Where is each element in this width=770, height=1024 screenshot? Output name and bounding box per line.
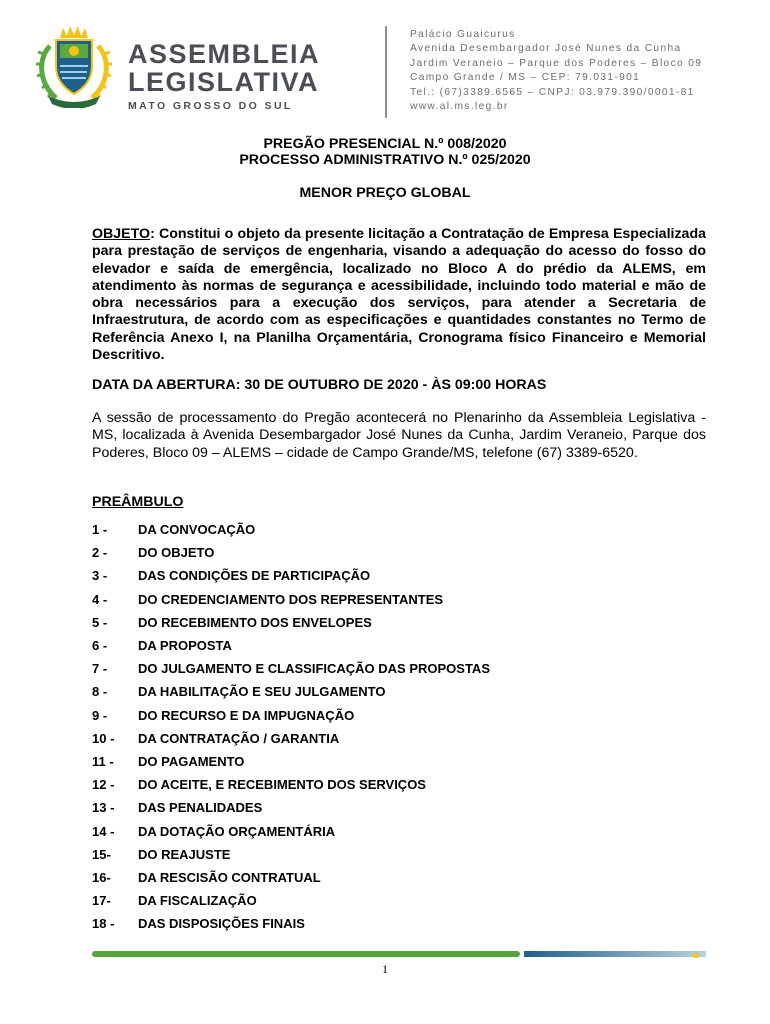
item-label: DO RECEBIMENTO DOS ENVELOPES <box>138 614 372 630</box>
address-line: Jardim Veraneio – Parque dos Poderes – Bloco 09 <box>410 57 703 69</box>
item-label: DA DOTAÇÃO ORÇAMENTÁRIA <box>138 823 336 839</box>
list-item <box>92 750 692 773</box>
logo-line-legislativa: LEGISLATIVA <box>128 67 319 97</box>
item-number: 6 - <box>92 638 108 654</box>
item-number: 18 - <box>92 916 115 932</box>
item-number: 1 - <box>92 522 108 538</box>
item-number: 5 - <box>92 614 108 630</box>
item-label: DO RECURSO E DA IMPUGNAÇÃO <box>138 707 355 723</box>
list-item <box>92 912 692 935</box>
logo-wordmark <box>128 40 320 112</box>
title-menor-preco: MENOR PREÇO GLOBAL <box>299 185 471 201</box>
item-number: 2 - <box>92 545 108 561</box>
item-number: 12 - <box>92 777 115 793</box>
address-line: Avenida Desembargador José Nunes da Cunha <box>410 43 682 55</box>
list-item <box>92 564 692 587</box>
address-line: Tel.: (67)3389.6565 – CNPJ: 03.979.390/0001-81 <box>410 86 695 98</box>
item-number: 8 - <box>92 684 108 700</box>
abertura-date: DATA DA ABERTURA: 30 DE OUTUBRO DE 2020 - ÀS 09:00 HORAS <box>92 377 547 393</box>
item-label: DO OBJETO <box>138 545 215 561</box>
item-label: DA HABILITAÇÃO E SEU JULGAMENTO <box>138 684 386 700</box>
list-item <box>92 889 692 912</box>
item-number: 4 - <box>92 591 108 607</box>
list-item <box>92 518 692 541</box>
document-title <box>0 136 770 168</box>
item-label: DA CONTRATAÇÃO / GARANTIA <box>138 730 340 746</box>
item-label: DAS PENALIDADES <box>138 800 263 816</box>
item-number: 11 - <box>92 753 114 769</box>
assembleia-logo <box>36 24 321 112</box>
item-label: DAS CONDIÇÕES DE PARTICIPAÇÃO <box>138 568 371 584</box>
item-number: 15- <box>92 846 111 862</box>
item-label: DAS DISPOSIÇÕES FINAIS <box>138 916 305 932</box>
item-label: DA FISCALIZAÇÃO <box>138 893 257 909</box>
list-item <box>92 773 692 796</box>
list-item <box>92 541 692 564</box>
item-label: DO CREDENCIAMENTO DOS REPRESENTANTES <box>138 591 444 607</box>
objeto-label: OBJETO <box>92 226 151 242</box>
address-block <box>410 28 702 114</box>
item-number: 7 - <box>92 661 108 677</box>
item-label: DO ACEITE, E RECEBIMENTO DOS SERVIÇOS <box>138 777 426 793</box>
title-pregao: PREGÃO PRESENCIAL N.º 008/2020 <box>263 136 507 152</box>
objeto-text: : Constitui o objeto da presente licitação a Contratação de Empresa Especializada para prestação de serviços de engenharia, visando a adequação do acesso do fosso do elevador e saída de emergência, localizado no Bloco A do prédio da ALEMS, em atendimento às normas de segurança e acessibilidade, incluindo todo material e mão de obra necessários para a execução dos serviços, para atender a Secretaria de Infraestrutura, de acordo com as especificações e quantidades constantes no Termo de Referência Anexo I, na Planilha Orçamentária, Cronograma físico Financeiro e Memorial Descritivo. <box>92 226 706 364</box>
item-label: DO PAGAMENTO <box>138 753 245 769</box>
list-item <box>92 588 692 611</box>
list-item <box>92 843 692 866</box>
item-number: 17- <box>92 893 111 909</box>
item-number: 16- <box>92 869 111 885</box>
item-number: 9 - <box>92 707 108 723</box>
list-item <box>92 796 692 819</box>
preambulo-heading: PREÂMBULO <box>92 494 184 510</box>
header-divider <box>385 26 387 118</box>
item-label: DA PROPOSTA <box>138 638 232 654</box>
list-item <box>92 611 692 634</box>
item-label: DO JULGAMENTO E CLASSIFICAÇÃO DAS PROPOSTAS <box>138 661 490 677</box>
coat-of-arms-icon <box>36 24 112 108</box>
list-item <box>92 819 692 842</box>
list-item <box>92 866 692 889</box>
item-label: DA CONVOCAÇÃO <box>138 522 256 538</box>
list-item <box>92 704 692 727</box>
item-number: 13 - <box>92 800 115 816</box>
address-line: Palácio Guaicurus <box>410 29 516 40</box>
address-link[interactable]: www.al.ms.leg.br <box>410 101 509 113</box>
list-item <box>92 727 692 750</box>
logo-line-assembleia: ASSEMBLEIA <box>128 39 321 69</box>
page-number: 1 <box>382 962 388 976</box>
address-line: Campo Grande / MS – CEP: 79.031-901 <box>410 72 641 84</box>
objeto-paragraph <box>92 226 706 364</box>
item-number: 14 - <box>92 823 115 839</box>
item-label: DO REAJUSTE <box>138 846 231 862</box>
list-item <box>92 657 692 680</box>
item-label: DA RESCISÃO CONTRATUAL <box>138 869 321 885</box>
logo-line-state: MATO GROSSO DO SUL <box>128 100 293 112</box>
list-item <box>92 680 692 703</box>
title-processo: PROCESSO ADMINISTRATIVO N.º 025/2020 <box>239 152 531 168</box>
list-item <box>92 634 692 657</box>
item-number: 10 - <box>92 730 115 746</box>
sessao-paragraph: A sessão de processamento do Pregão acontecerá no Plenarinho da Assembleia Legislativa - MS, localizada à Avenida Desembargador José Nunes da Cunha, Jardim Veraneio, Parque dos Poderes, Bloco 09 – ALEMS – cidade de Campo Grande/MS, telefone (67) 3389-6520. <box>92 410 706 461</box>
preambulo-list <box>92 518 692 935</box>
item-number: 3 - <box>92 568 108 584</box>
footer-color-bar <box>92 950 706 958</box>
